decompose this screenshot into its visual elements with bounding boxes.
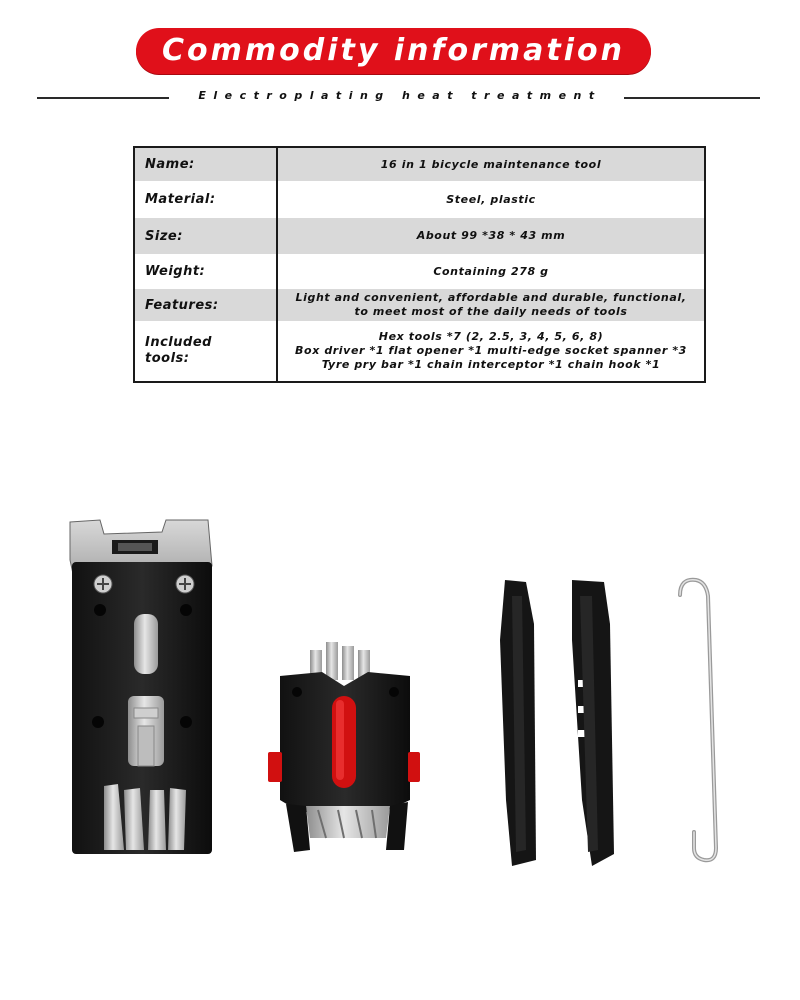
spec-value-line: Steel, plastic (446, 192, 536, 206)
page-title: Commodity information (161, 33, 626, 68)
spec-label: Weight: (145, 264, 206, 279)
multi-tool-large (70, 520, 212, 854)
title-banner (136, 28, 651, 74)
spec-value (278, 289, 704, 321)
spec-value-line: Hex tools *7 (2, 2.5, 3, 4, 5, 6, 8) (378, 330, 604, 343)
spec-row-weight (135, 254, 704, 289)
spec-value-line: Containing 278 g (433, 264, 549, 278)
spec-value-line: 16 in 1 bicycle maintenance tool (380, 157, 602, 171)
divider-right (624, 97, 760, 99)
spec-value (278, 321, 704, 381)
spec-label: Included tools: (145, 335, 212, 366)
tyre-lever-right (572, 580, 614, 866)
spec-label: Features: (145, 297, 219, 313)
spec-value-line: to meet most of the daily needs of tools (354, 305, 628, 318)
spec-label: Material: (145, 192, 216, 207)
spec-label: Name: (145, 157, 195, 172)
product-photo (0, 500, 800, 900)
subtitle: Electroplating heat treatment (198, 89, 602, 102)
subtitle-row (37, 88, 760, 108)
spec-value-line: Tyre pry bar *1 chain interceptor *1 chain hook *1 (321, 358, 661, 371)
spec-value-line: About 99 *38 * 43 mm (416, 229, 566, 242)
spec-value (278, 181, 704, 218)
spec-value (278, 254, 704, 289)
spec-table (133, 146, 706, 383)
spec-row-features (135, 289, 704, 321)
spec-row-name (135, 148, 704, 181)
spec-row-size (135, 218, 704, 254)
spec-value-line: Light and convenient, affordable and durable, functional, (295, 291, 687, 304)
spec-value-line: Box driver *1 flat opener *1 multi-edge socket spanner *3 (295, 344, 687, 357)
spec-row-material (135, 181, 704, 218)
spec-label: Size: (145, 228, 183, 244)
spec-value (278, 148, 704, 181)
multi-tool-compact (268, 642, 420, 852)
tyre-lever-left (500, 580, 536, 866)
chain-hook (680, 580, 716, 860)
spec-row-included-tools (135, 321, 704, 381)
column-divider (276, 148, 278, 381)
spec-value (278, 218, 704, 254)
divider-left (37, 97, 169, 99)
